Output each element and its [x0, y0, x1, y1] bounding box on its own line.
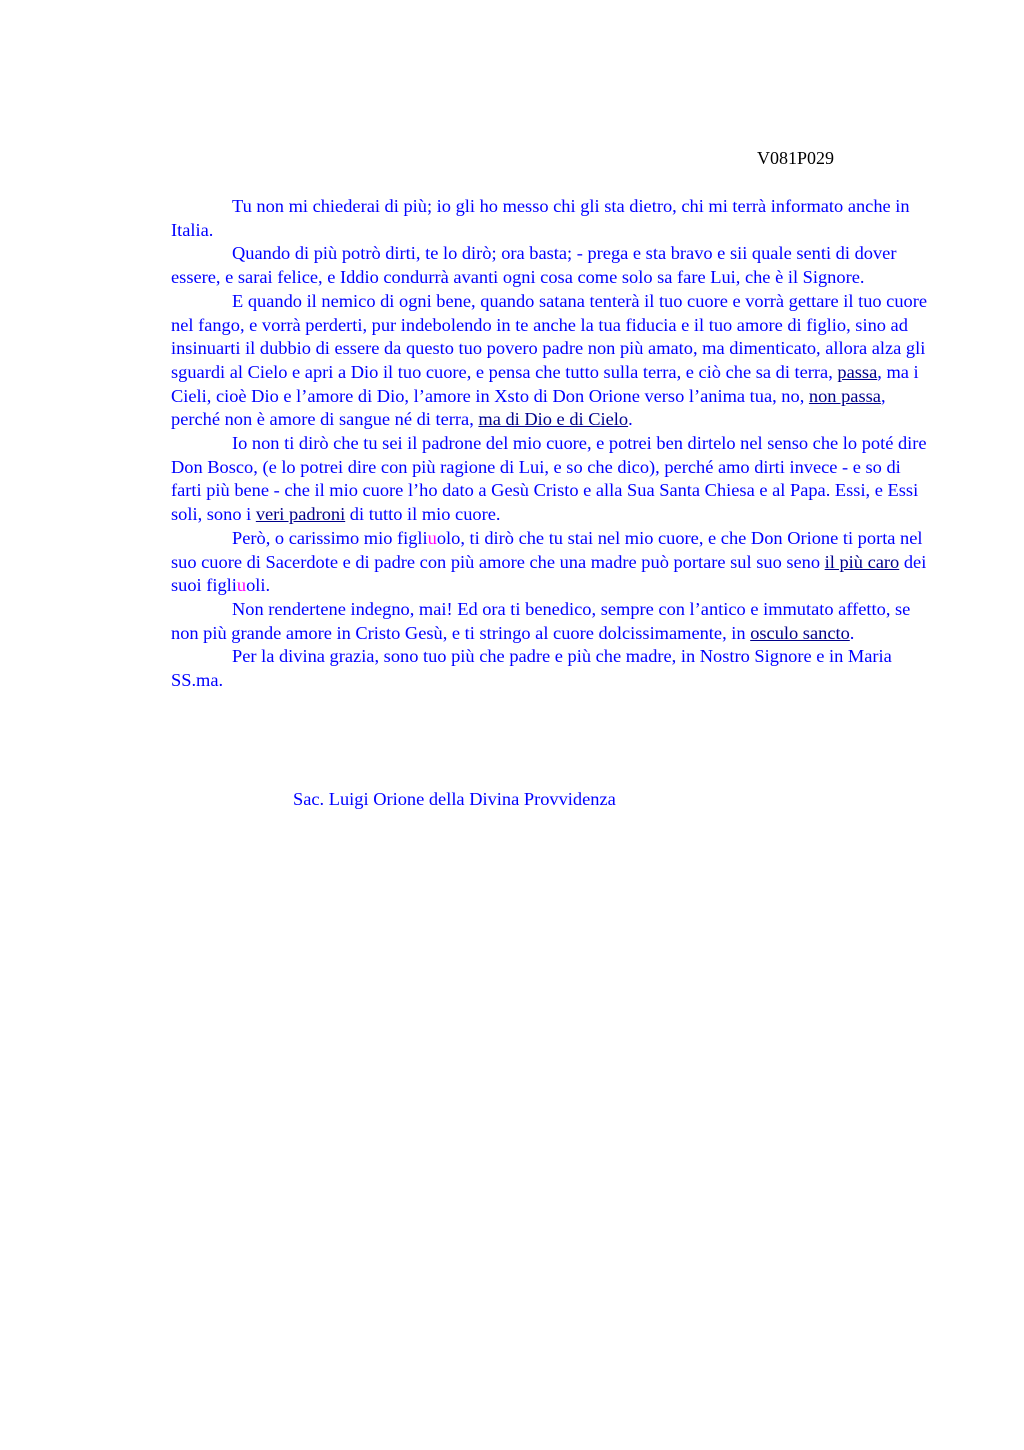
underlined-text: osculo sancto — [750, 622, 850, 643]
highlighted-letter: u — [236, 575, 247, 596]
paragraph-5 — [171, 527, 931, 598]
text-segment: , ma i Cieli, cioè Dio e l’amore di Dio, l’amore in Xsto di Don Orione verso l’anima tua, no, — [171, 361, 919, 406]
text-segment: . — [849, 622, 855, 643]
paragraph-4 — [171, 432, 931, 527]
page-reference: V081P029 — [757, 148, 835, 168]
text-segment: E quando il nemico di ogni bene, quando satana tenterà il tuo cuore e vorrà gettare il tuo cuore nel fango, e vorrà perderti, pur indebolendo in te anche la tua fiducia e il tuo amore di figlio, sino ad insinuarti il dubbio di essere da questo tuo povero padre non più amato, ma dimenticato, allora alza gli sguardi al Cielo e apri a Dio il tuo cuore, e pensa che tutto sulla terra, e ciò che sa di terra, — [171, 290, 928, 382]
paragraph-2: Quando di più potrò dirti, te lo dirò; ora basta; - prega e sta bravo e sii quale senti di dover essere, e sarai felice, e Iddio condurrà avanti ogni cosa come solo sa fare Lui, che è il Signore. — [171, 243, 897, 288]
underlined-text: passa — [837, 361, 878, 382]
text-segment: di tutto il mio cuore. — [345, 504, 501, 525]
underlined-text: veri padroni — [255, 504, 346, 525]
paragraph-3 — [171, 290, 931, 432]
paragraph-6 — [171, 598, 931, 645]
text-segment: , perché non è amore di sangue né di terra, — [171, 385, 886, 430]
underlined-text: ma di Dio e di Cielo — [478, 409, 629, 430]
text-segment: Non rendertene indegno, mai! Ed ora ti benedico, sempre con l’antico e immutato affetto, se non più grande amore in Cristo Gesù, e ti stringo al cuore dolcissimamente, in — [171, 598, 911, 643]
text-segment: . — [628, 409, 633, 430]
letter-body — [171, 195, 931, 693]
text-segment: dei suoi figli — [171, 551, 927, 596]
underlined-text: non passa — [808, 385, 881, 406]
signature: Sac. Luigi Orione della Divina Provvidenza — [293, 789, 616, 809]
text-segment: oli. — [246, 575, 271, 596]
text-segment: Io non ti dirò che tu sei il padrone del mio cuore, e potrei ben dirtelo nel senso che lo poté dire Don Bosco, (e lo potrei dire con più ragione di Lui, e so che dico), perché amo dirti invece - e so di farti più bene - che il mio cuore l’ho dato a Gesù Cristo e alla Sua Santa Chiesa e al Papa. Essi, e Essi soli, sono i — [171, 433, 927, 525]
text-segment: olo, ti dirò che tu stai nel mio cuore, e che Don Orione ti porta nel suo cuore di Sacerdote e di padre con più amore che una madre può portare sul suo seno — [171, 527, 923, 572]
highlighted-letter: u — [427, 527, 437, 548]
underlined-text: il più caro — [824, 551, 900, 572]
text-segment: Però, o carissimo mio figli — [232, 527, 428, 548]
paragraph-1: Tu non mi chiederai di più; io gli ho messo chi gli sta dietro, chi mi terrà informato anche in Italia. — [171, 196, 910, 240]
paragraph-7: Per la divina grazia, sono tuo più che padre e più che madre, in Nostro Signore e in Maria SS.ma. — [171, 646, 892, 691]
